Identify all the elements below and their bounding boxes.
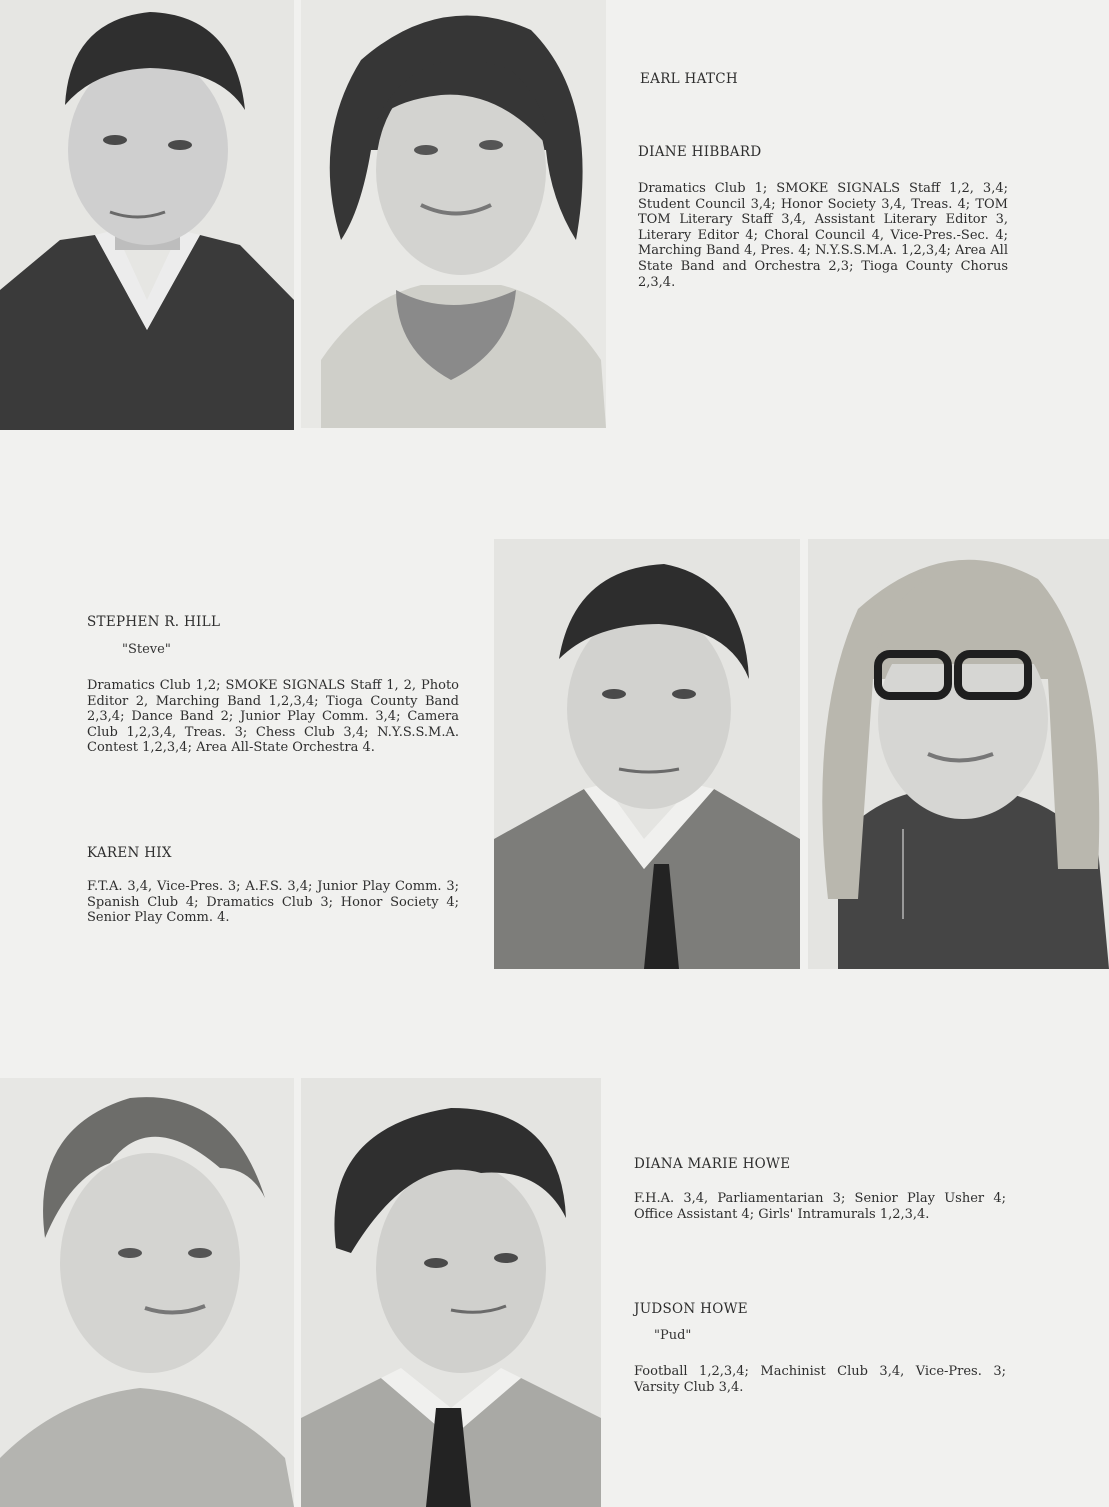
student-nickname: "Pud" [654, 1328, 692, 1343]
student-name: JUDSON HOWE [634, 1301, 748, 1317]
student-name: DIANE HIBBARD [638, 144, 762, 160]
student-name: KAREN HIX [87, 845, 172, 861]
student-activities: F.T.A. 3,4, Vice-Pres. 3; A.F.S. 3,4; Junior Play Comm. 3; Spanish Club 4; Dramatics Club 3; Honor Society 4; Senior Play Comm. 4. [87, 879, 459, 926]
student-activities: Dramatics Club 1,2; SMOKE SIGNALS Staff 1, 2, Photo Editor 2, Marching Band 1,2,3,4; Tioga County Band 2,3,4; Dance Band 2; Junior Play Comm. 3,4; Camera Club 1,2,3,4, Treas. 3; Chess Club 3,4; N.Y.S.S.M.A. Contest 1,2,3,4; Area All-State Orchestra 4. [87, 678, 459, 756]
student-name: STEPHEN R. HILL [87, 614, 221, 630]
student-activities: Dramatics Club 1; SMOKE SIGNALS Staff 1,2, 3,4; Student Council 3,4; Honor Society 3,4, Treas. 4; TOM TOM Literary Staff 3,4, Assistant Literary Editor 3, Literary Editor 4; Choral Council 4, Vice-Pres.-Sec. 4; Marching Band 4, Pres. 4; N.Y.S.S.M.A. 1,2,3,4; Area All State Band and Orchestra 2,3; Tioga County Chorus 2,3,4. [638, 181, 1008, 290]
portrait-earl-hatch [0, 0, 294, 430]
student-nickname: "Steve" [122, 642, 171, 657]
portrait-diane-hibbard [301, 0, 606, 428]
portrait-stephen-hill [494, 539, 800, 969]
portrait-karen-hix [808, 539, 1109, 969]
portrait-diana-marie-howe [0, 1078, 294, 1507]
student-activities: F.H.A. 3,4, Parliamentarian 3; Senior Play Usher 4; Office Assistant 4; Girls' Intramurals 1,2,3,4. [634, 1191, 1006, 1222]
portrait-judson-howe [301, 1078, 601, 1507]
student-name: EARL HATCH [640, 71, 738, 87]
student-name: DIANA MARIE HOWE [634, 1156, 791, 1172]
student-activities: Football 1,2,3,4; Machinist Club 3,4, Vice-Pres. 3; Varsity Club 3,4. [634, 1364, 1006, 1395]
